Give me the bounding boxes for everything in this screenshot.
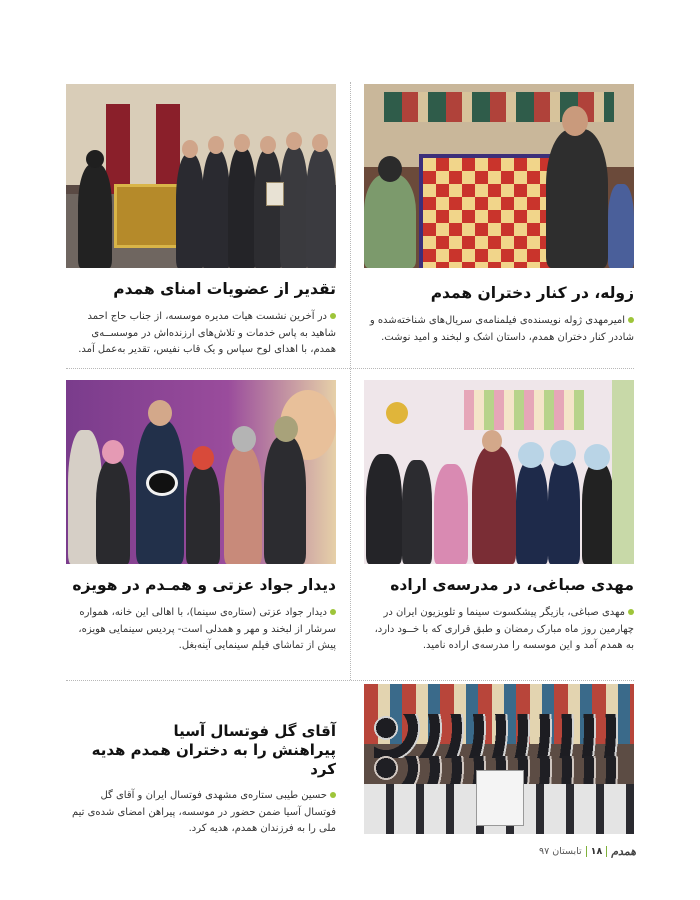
photo-zhouleh-kilim: [364, 84, 634, 268]
bullet-icon: [330, 313, 336, 319]
article-ezzati: [66, 576, 336, 655]
article-body: دیدار جواد عزتی (ستاره‌ی سینما)، با اهالی این خانه، همواره سرشار از لبخند و مهر و همدلی است- پردیس سینمایی هویزه، پیش از تماشای فیلم سینمایی آینه‌بغل.: [78, 607, 336, 652]
photo-ezzati-cinema: [66, 380, 336, 564]
bullet-icon: [330, 792, 336, 798]
article-body: امیرمهدی ژوله نویسنده‌ی فیلمنامه‌ی سریال‌های شناخته‌شده و شاددر کنار دختران همدم، داستان اشک و لبخند و امید نوشت.: [369, 315, 634, 343]
photo-sabbaghi-school: [364, 380, 634, 564]
photo-futsal-shirt: [364, 684, 634, 834]
footer-separator: [586, 846, 587, 857]
row-divider: [66, 680, 634, 681]
article-body: در آخرین نشست هیات مدیره موسسه، از جناب حاج احمد شاهید به پاس خدمات و تلاش‌های ارزنده‌اش در موسســه‌ی همدم، با اهدای لوح سپاس و یک قاب نفیس، تقدیر به‌عمل آمد.: [78, 311, 336, 356]
article-zhouleh: [364, 284, 634, 346]
page-footer: [530, 842, 636, 860]
row-divider: [66, 368, 634, 369]
column-divider: [350, 82, 351, 680]
issue-season: تابستان ۹۷: [539, 845, 582, 857]
bullet-icon: [628, 609, 634, 615]
photo-board-award: [66, 84, 336, 268]
footer-separator: [606, 846, 607, 857]
article-board-award: [66, 280, 336, 359]
magazine-logo: همدم: [611, 844, 636, 858]
article-sabbaghi: [364, 576, 634, 655]
article-title: زوله، در کنار دختران همدم: [430, 284, 634, 302]
article-title: [66, 722, 336, 778]
article-futsal: [66, 722, 336, 838]
article-title: تقدیر از عضویات امنای همدم: [113, 280, 336, 298]
article-body: مهدی صباغی، بازیگر پیشکسوت سینما و تلویزیون ایران در چهارمین روز ماه مبارک رمضان و طبق قراری که با خــود دارد، به همدم آمد و این موسسه را مدرسه‌ی اراده نامید.: [374, 607, 634, 652]
page-number: ۱۸: [590, 845, 603, 857]
bullet-icon: [628, 317, 634, 323]
title-line: پیراهنش را به دختران همدم هدیه کرد: [91, 740, 336, 778]
article-title: مهدی صباغی، در مدرسه‌ی اراده: [390, 576, 634, 594]
bullet-icon: [330, 609, 336, 615]
article-title: دیدار جواد عزتی و همـدم در هویزه: [72, 576, 336, 594]
title-line: آقای گل فوتسال آسیا: [173, 722, 336, 740]
article-body: حسین طیبی ستاره‌ی مشهدی فوتسال ایران و آقای گل فوتسال آسیا ضمن حضور در موسسه، پیراهن امضای شده‌ی تیم ملی را به فرزندان همدم، هدیه کرد.: [71, 790, 336, 835]
